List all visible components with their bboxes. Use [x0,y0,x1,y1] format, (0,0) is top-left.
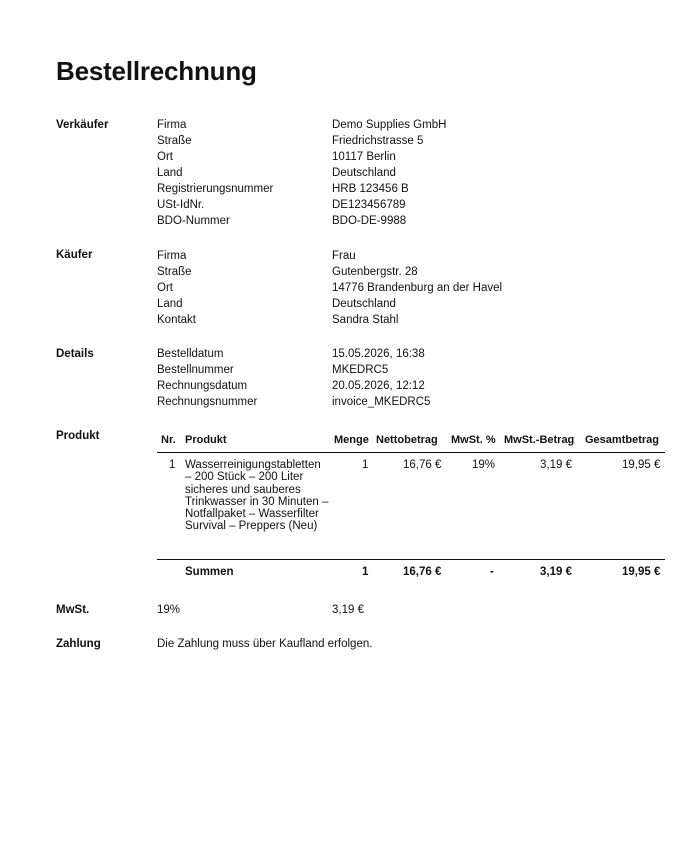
buyer-key: Kontakt [157,314,196,326]
details-value: invoice_MKEDRC5 [332,396,431,408]
seller-key: Ort [157,151,173,163]
col-header-mwst-betrag: MwSt.-Betrag [504,434,575,446]
seller-value: HRB 123456 B [332,183,409,195]
item-gesamtbetrag: 19,95 € [622,459,661,471]
sum-divider [157,559,665,560]
details-value: 15.05.2026, 16:38 [332,348,425,360]
table-row [157,459,665,559]
seller-key: Land [157,167,183,179]
item-mwst-betrag: 3,19 € [540,459,572,471]
buyer-key: Firma [157,250,187,262]
sum-gesamtbetrag: 19,95 € [622,566,661,578]
sum-row [157,566,665,582]
details-value: MKEDRC5 [332,364,389,376]
zahlung-text: Die Zahlung muss über Kaufland erfolgen. [157,638,373,650]
buyer-key: Ort [157,282,173,294]
seller-key: USt-IdNr. [157,199,205,211]
product-table [157,431,665,578]
seller-key: BDO-Nummer [157,215,230,227]
buyer-value: Deutschland [332,298,396,310]
details-value: 20.05.2026, 12:12 [332,380,425,392]
buyer-value: 14776 Brandenburg an der Havel [332,282,503,294]
seller-value: BDO-DE-9988 [332,215,407,227]
col-header-nr: Nr. [161,434,176,446]
product-section-label: Produkt [56,430,100,442]
item-nettobetrag: 16,76 € [403,459,442,471]
seller-value: DE123456789 [332,199,406,211]
buyer-value: Frau [332,250,356,262]
col-header-menge: Menge [334,434,369,446]
item-menge: 1 [362,459,369,471]
sum-menge: 1 [362,566,369,578]
sum-mwst-pct: - [490,566,494,578]
seller-value: Deutschland [332,167,396,179]
mwst-rate: 19% [157,604,181,616]
zahlung-section-label: Zahlung [56,638,101,650]
details-key: Rechnungsnummer [157,396,258,408]
buyer-value: Sandra Stahl [332,314,399,326]
product-table-header [157,431,665,451]
buyer-section-label: Käufer [56,249,93,261]
seller-value: Demo Supplies GmbH [332,119,447,131]
sum-mwst-betrag: 3,19 € [540,566,572,578]
seller-value: 10117 Berlin [332,151,396,163]
item-product-name: Wasserreinigungstabletten – 200 Stück – 200 Liter sicheres und sauberes Trinkwasser in 30 Minuten – Notfallpaket – Wasserfilter Survival – Preppers (Neu) [185,459,329,533]
sum-nettobetrag: 16,76 € [403,566,442,578]
sum-label: Summen [185,566,234,578]
header-divider [157,452,665,453]
buyer-key: Land [157,298,183,310]
item-nr: 1 [169,459,176,471]
buyer-key: Straße [157,266,192,278]
buyer-value: Gutenbergstr. 28 [332,266,418,278]
col-header-gesamtbetrag: Gesamtbetrag [585,434,659,446]
mwst-amount: 3,19 € [332,604,364,616]
col-header-produkt: Produkt [185,434,227,446]
details-key: Rechnungsdatum [157,380,248,392]
seller-key: Registrierungsnummer [157,183,274,195]
mwst-section-label: MwSt. [56,604,90,616]
seller-value: Friedrichstrasse 5 [332,135,424,147]
col-header-nettobetrag: Nettobetrag [376,434,438,446]
item-mwst-pct: 19% [472,459,496,471]
details-key: Bestelldatum [157,348,224,360]
page-title: Bestellrechnung [56,56,257,86]
seller-key: Firma [157,119,187,131]
seller-section-label: Verkäufer [56,119,109,131]
seller-key: Straße [157,135,192,147]
details-key: Bestellnummer [157,364,234,376]
details-section-label: Details [56,348,94,360]
col-header-mwst-pct: MwSt. % [451,434,496,446]
